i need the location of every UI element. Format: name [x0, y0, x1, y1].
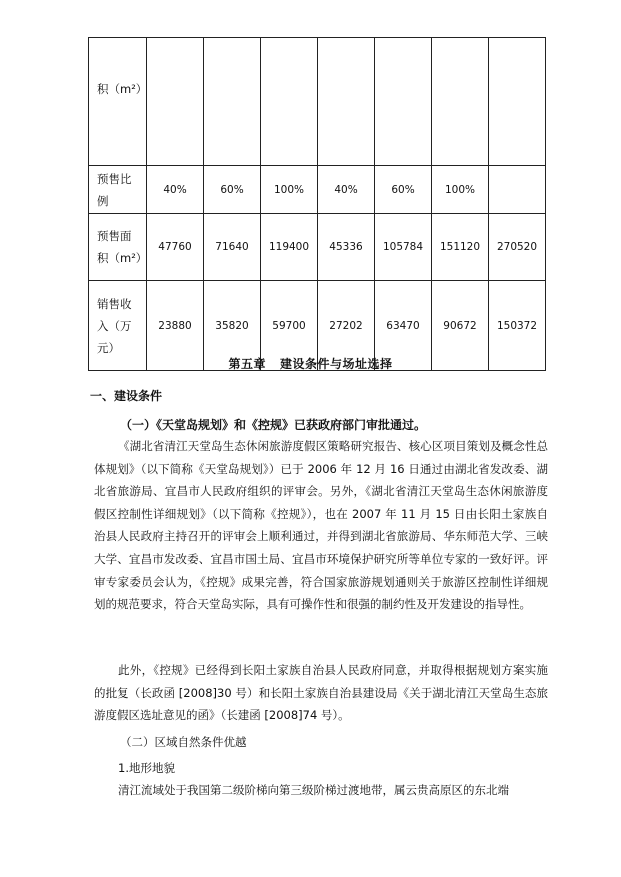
body-paragraph: 清江流域处于我国第二级阶梯向第三级阶梯过渡地带，属云贵高原区的东北端	[118, 783, 509, 797]
table-cell: 63470	[375, 281, 432, 371]
table-cell: 105784	[375, 214, 432, 281]
table-cell	[489, 38, 546, 166]
row-label: 预售比例	[89, 166, 147, 214]
table-row	[89, 38, 546, 166]
table-cell: 60%	[204, 166, 261, 214]
table-cell: 40%	[318, 166, 375, 214]
table-cell: 150372	[489, 281, 546, 371]
table-cell	[432, 38, 489, 166]
table-cell: 71640	[204, 214, 261, 281]
presale-table	[88, 37, 546, 371]
row-label: 积（m²）	[89, 38, 147, 166]
table-cell: 270520	[489, 214, 546, 281]
subsection-heading: （一）《天堂岛规划》和《控规》已获政府部门审批通过。	[120, 418, 427, 432]
table-cell: 100%	[261, 166, 318, 214]
table-cell: 35820	[204, 281, 261, 371]
body-paragraph: 此外，《控规》已经得到长阳土家族自治县人民政府同意，并取得根据规划方案实施的批复（长政函 [2008]30 号）和长阳土家族自治县建设局《关于湖北清江天堂岛生态旅游度假区选址意见的函》（长建函 [2008]74 号）。	[94, 663, 548, 723]
table-row	[89, 166, 546, 214]
table-cell	[204, 38, 261, 166]
table-cell: 59700	[261, 281, 318, 371]
table-cell: 60%	[375, 166, 432, 214]
table-cell: 47760	[147, 214, 204, 281]
table-cell: 100%	[432, 166, 489, 214]
item-heading: 1.地形地貌	[118, 761, 175, 775]
table-cell	[318, 38, 375, 166]
table-cell	[147, 38, 204, 166]
chapter-heading	[0, 355, 621, 372]
table-cell: 90672	[432, 281, 489, 371]
table-cell: 119400	[261, 214, 318, 281]
table-cell: 27202	[318, 281, 375, 371]
table-cell: 45336	[318, 214, 375, 281]
table-cell: 151120	[432, 214, 489, 281]
row-label: 销售收入（万元）	[89, 281, 147, 371]
row-label: 预售面积（m²）	[89, 214, 147, 281]
body-paragraph: 《湖北省清江天堂岛生态休闲旅游度假区策略研究报告、核心区项目策划及概念性总体规划》（以下简称《天堂岛规划》）已于 2006 年 12 月 16 日通过由湖北省发改委、湖北省旅游局、宜昌市人民政府组织的评审会。另外，《湖北省清江天堂岛生态休闲旅游度假区控制性详细规划》（以下简称《控规》），也在 2007 年 11 月 15 日由长阳土家族自治县人民政府主持召开的评审会上顺利通过，并得到湖北省旅游局、华东师范大学、三峡大学、宜昌市发改委、宜昌市国土局、宜昌市环境保护研究所等单位专家的一致好评。评审专家委员会认为，《控规》成果完善，符合国家旅游规划通则关于旅游区控制性详细规划的规范要求，符合天堂岛实际，具有可操作性和很强的制约性及开发建设的指导性。	[94, 439, 548, 612]
subsection-heading: （二）区域自然条件优越	[120, 735, 247, 749]
table-cell	[261, 38, 318, 166]
section-heading: 一、建设条件	[90, 389, 163, 403]
chapter-title: 建设条件与场址选择	[280, 357, 393, 371]
table-cell	[489, 166, 546, 214]
table-cell: 40%	[147, 166, 204, 214]
table-cell	[375, 38, 432, 166]
table-row	[89, 214, 546, 281]
table-cell: 23880	[147, 281, 204, 371]
chapter-number: 第五章	[228, 357, 266, 371]
